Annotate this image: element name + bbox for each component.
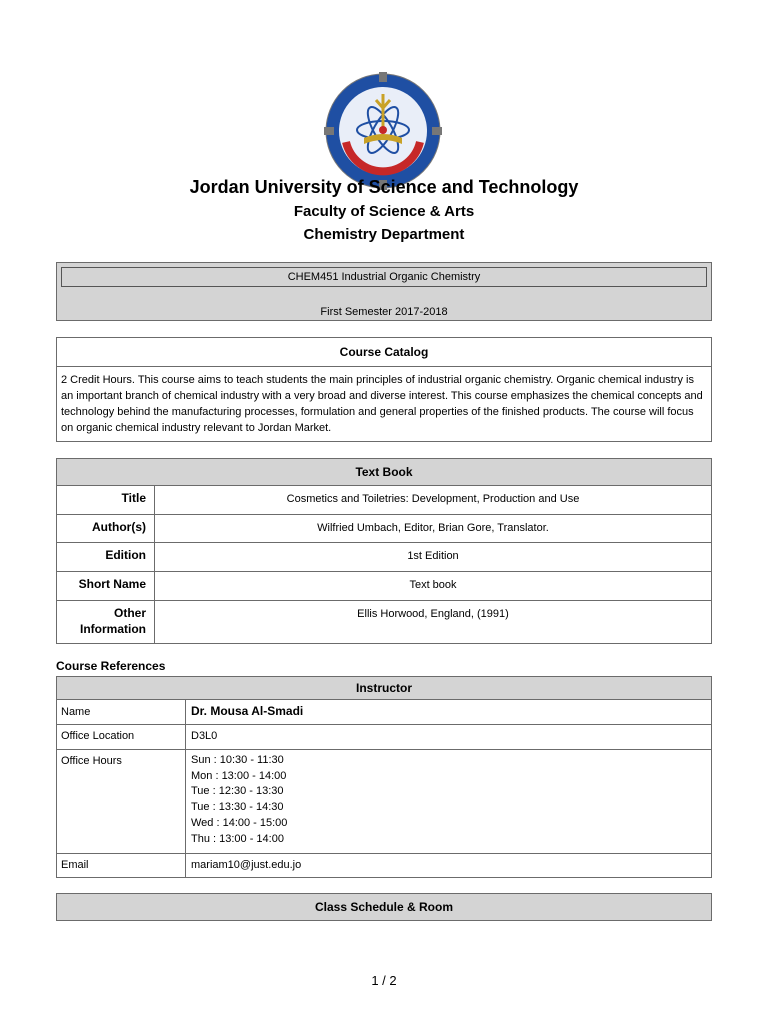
university-name: Jordan University of Science and Technology [189,177,579,197]
email-label: Email [57,854,186,877]
textbook-row-edition [56,543,712,572]
instructor-row-office [56,725,712,750]
semester: First Semester 2017-2018 [320,306,448,318]
textbook-label: Edition [57,543,155,571]
textbook-label: Title [57,486,155,514]
textbook-label: Author(s) [57,515,155,542]
office-hours-item: Tue : 13:30 - 14:30 [191,801,284,814]
office-location: D3L0 [191,730,218,742]
office-hours-item: Wed : 14:00 - 15:00 [191,816,288,829]
course-references-label: Course References [56,659,166,673]
page-number: 1 / 2 [371,973,397,988]
course-header-box [56,262,712,321]
textbook-heading: Text Book [56,458,712,486]
name-label: Name [57,700,186,724]
textbook-value: Ellis Horwood, England, (1991) [357,608,509,620]
textbook-value: Text book [409,579,457,591]
office-label: Office Location [57,725,186,749]
university-logo [324,72,442,190]
textbook-row-authors [56,515,712,543]
hours-label: Office Hours [57,750,186,853]
instructor-row-email [56,854,712,878]
instructor-row-hours [56,750,712,854]
department-name: Chemistry Department [303,226,465,243]
office-hours-item: Mon : 13:00 - 14:00 [191,769,287,782]
textbook-row-title [56,486,712,515]
textbook-row-other [56,601,712,644]
office-hours-list [191,750,711,847]
textbook-label: Short Name [57,572,155,600]
textbook-row-short-name [56,572,712,601]
instructor-heading: Instructor [56,676,712,700]
instructor-row-name [56,700,712,725]
course-title: CHEM451 Industrial Organic Chemistry [61,267,707,287]
textbook-label: Other Information [57,601,155,643]
textbook-value: Cosmetics and Toiletries: Development, Production and Use [286,493,580,505]
office-hours-item: Sun : 10:30 - 11:30 [191,754,284,766]
office-hours-item: Tue : 12:30 - 13:30 [191,785,284,798]
email-value[interactable]: mariam10@just.edu.jo [191,859,302,871]
instructor-name: Dr. Mousa Al-Smadi [191,704,304,718]
catalog-heading: Course Catalog [56,337,712,367]
textbook-value: Wilfried Umbach, Editor, Brian Gore, Translator. [317,522,549,534]
office-hours-item: Thu : 13:00 - 14:00 [191,832,284,845]
textbook-value: 1st Edition [407,550,459,562]
schedule-heading: Class Schedule & Room [56,893,712,921]
catalog-text: 2 Credit Hours. This course aims to teach students the main principles of industrial organic chemistry. Organic chemical industry is an important branch of chemical industry with a very broad and diverse interest. This course emphasizes the chemical concepts and technology behind the manufacturing processes, formulation and general properties of the finished products. The course will focus on organic chemical industry relevant to Jordan Market. [56,366,712,442]
faculty-name: Faculty of Science & Arts [293,203,475,220]
